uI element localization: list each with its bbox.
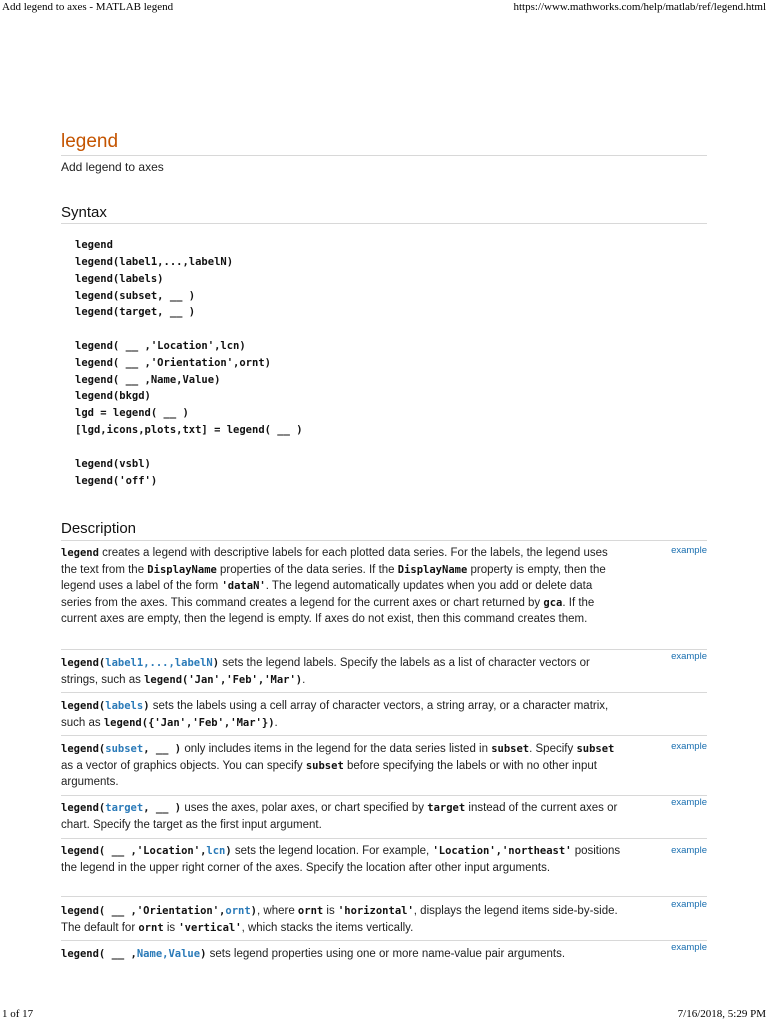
page-title: legend bbox=[61, 131, 119, 152]
inline-code: DisplayName bbox=[397, 563, 468, 576]
inline-code: DisplayName bbox=[147, 563, 217, 576]
syntax-line: lgd = legend( __ ) bbox=[75, 407, 189, 419]
description-fragment: , displays the legend items side-by-side. The default for bbox=[61, 905, 618, 934]
syntax-line: legend('off') bbox=[75, 475, 158, 487]
example-link[interactable]: example bbox=[671, 797, 707, 808]
page-counter: 1 of 17 bbox=[2, 1008, 34, 1020]
syntax-line: legend(vsbl) bbox=[75, 458, 151, 470]
item-divider bbox=[61, 838, 707, 839]
description-fragment: sets legend properties using one or more name-value pair arguments. bbox=[206, 948, 566, 960]
description-text bbox=[61, 800, 621, 833]
example-link[interactable]: example bbox=[671, 845, 707, 856]
description-fragment: , which stacks the items vertically. bbox=[241, 921, 414, 934]
description-fragment: sets the labels using a cell array of character vectors, a string array, or a character matrix, such as bbox=[61, 700, 609, 729]
description-fragment: property is empty, then the legend uses a label of the form bbox=[61, 563, 606, 593]
inline-code: subset bbox=[491, 743, 530, 755]
inline-code: legend( bbox=[61, 657, 106, 669]
inline-code: ) bbox=[225, 845, 232, 857]
page-purpose: Add legend to axes bbox=[61, 160, 164, 174]
argument-link[interactable]: Name,Value bbox=[136, 948, 201, 960]
syntax-line: [lgd,icons,plots,txt] = legend( __ ) bbox=[75, 424, 303, 436]
description-fragment: instead of the current axes or chart. Specify the target as the first input argument. bbox=[61, 802, 618, 831]
example-link[interactable]: example bbox=[671, 899, 707, 910]
inline-code: legend( bbox=[61, 802, 106, 814]
item-divider bbox=[61, 940, 707, 941]
print-page-title: Add legend to axes - MATLAB legend bbox=[2, 1, 174, 13]
inline-code: ornt bbox=[297, 905, 324, 917]
description-text bbox=[61, 903, 621, 936]
syntax-heading: Syntax bbox=[61, 204, 107, 221]
argument-link[interactable]: lcn bbox=[206, 845, 226, 857]
description-fragment: . If the current axes are empty, then the legend is empty. If axes do not exist, then this command creates them. bbox=[61, 596, 595, 626]
inline-code: ) bbox=[200, 948, 207, 960]
description-divider bbox=[61, 540, 707, 541]
description-text bbox=[61, 843, 621, 876]
syntax-line: legend(target, __ ) bbox=[75, 306, 196, 318]
description-fragment: positions the legend in the upper right corner of the axes. Specify the location after other input arguments. bbox=[61, 845, 621, 874]
inline-code: legend bbox=[61, 547, 99, 559]
inline-code: target bbox=[427, 802, 466, 814]
inline-code: subset bbox=[305, 759, 344, 772]
description-text bbox=[61, 698, 621, 731]
item-divider bbox=[61, 735, 707, 736]
description-fragment: properties of the data series. If the bbox=[216, 563, 398, 576]
syntax-line: legend( __ ,Name,Value) bbox=[75, 374, 221, 386]
print-datetime: 7/16/2018, 5:29 PM bbox=[677, 1008, 766, 1020]
description-text bbox=[61, 545, 621, 628]
description-fragment: . The legend automatically updates when you add or delete data series from the axes. This command creates a legend for the current axes or chart returned by bbox=[61, 580, 593, 609]
description-fragment: , where bbox=[257, 905, 298, 917]
description-text bbox=[61, 741, 621, 791]
inline-code: legend( __ , bbox=[61, 948, 137, 960]
syntax-line: legend(subset, __ ) bbox=[75, 290, 196, 302]
item-divider bbox=[61, 649, 707, 650]
inline-code: subset bbox=[576, 743, 615, 755]
syntax-line: legend(label1,...,labelN) bbox=[75, 256, 234, 268]
inline-code: 'Location','northeast' bbox=[432, 845, 572, 857]
description-text bbox=[61, 655, 621, 688]
syntax-divider bbox=[61, 223, 707, 224]
inline-code: ) bbox=[143, 700, 150, 712]
description-fragment: . bbox=[274, 716, 278, 729]
item-divider bbox=[61, 795, 707, 796]
inline-code: , __ ) bbox=[143, 802, 182, 814]
inline-code: legend( __ ,'Orientation', bbox=[61, 905, 226, 917]
syntax-line: legend(bkgd) bbox=[75, 390, 151, 402]
inline-code: legend( bbox=[61, 700, 106, 712]
argument-link[interactable]: labels bbox=[105, 700, 144, 712]
item-divider bbox=[61, 896, 707, 897]
inline-code: gca bbox=[543, 596, 563, 609]
inline-code: ) bbox=[250, 905, 257, 917]
description-fragment: before specifying the labels or with no other input arguments. bbox=[61, 759, 597, 789]
example-link[interactable]: example bbox=[671, 942, 707, 953]
inline-code: 'dataN' bbox=[221, 580, 266, 593]
syntax-line: legend(labels) bbox=[75, 273, 164, 285]
argument-link[interactable]: target bbox=[105, 802, 144, 814]
inline-code: 'vertical' bbox=[178, 921, 242, 934]
description-fragment: sets the legend labels. Specify the labels as a list of character vectors or strings, such as bbox=[61, 657, 590, 686]
description-fragment: sets the legend location. For example, bbox=[231, 845, 433, 857]
description-fragment: uses the axes, polar axes, or chart specified by bbox=[181, 802, 428, 814]
argument-link[interactable]: subset bbox=[105, 743, 144, 755]
inline-code: legend( bbox=[61, 743, 106, 755]
description-fragment: creates a legend with descriptive labels for each plotted data series. For the labels, the legend uses the text from the bbox=[61, 547, 608, 576]
example-link[interactable]: example bbox=[671, 741, 707, 752]
description-heading: Description bbox=[61, 520, 137, 537]
syntax-line: legend bbox=[75, 239, 113, 251]
title-divider bbox=[61, 155, 707, 156]
print-header bbox=[0, 1, 768, 17]
print-footer bbox=[0, 1008, 768, 1024]
description-fragment: only includes items in the legend for the data series listed in bbox=[181, 743, 492, 755]
inline-code: ornt bbox=[138, 921, 164, 934]
example-link[interactable]: example bbox=[671, 651, 707, 662]
description-fragment: . bbox=[302, 673, 306, 686]
argument-link[interactable]: ornt bbox=[225, 905, 251, 917]
example-link[interactable]: example bbox=[671, 545, 707, 556]
syntax-line: legend( __ ,'Orientation',ornt) bbox=[75, 357, 271, 369]
inline-code: legend('Jan','Feb','Mar') bbox=[144, 673, 303, 686]
description-fragment: . Specify bbox=[529, 743, 577, 755]
description-fragment: is bbox=[163, 921, 179, 934]
inline-code: legend( __ ,'Location', bbox=[61, 845, 207, 857]
print-page-url: https://www.mathworks.com/help/matlab/ref/legend.html bbox=[513, 1, 766, 13]
description-fragment: is bbox=[323, 905, 338, 917]
item-divider bbox=[61, 692, 707, 693]
description-text bbox=[61, 946, 621, 963]
description-fragment: as a vector of graphics objects. You can specify bbox=[61, 759, 306, 772]
inline-code: 'horizontal' bbox=[337, 905, 414, 917]
syntax-line: legend( __ ,'Location',lcn) bbox=[75, 340, 246, 352]
inline-code: , __ ) bbox=[143, 743, 182, 755]
argument-link[interactable]: label1,...,labelN bbox=[105, 657, 213, 669]
inline-code: ) bbox=[212, 657, 220, 669]
inline-code: legend({'Jan','Feb','Mar'}) bbox=[103, 716, 275, 729]
